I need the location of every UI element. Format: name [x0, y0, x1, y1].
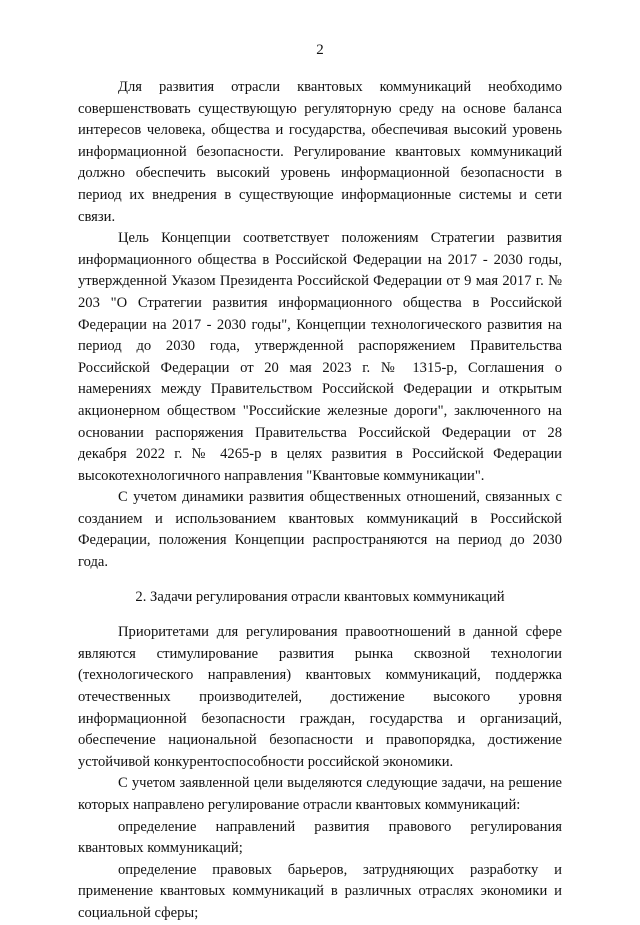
- paragraph-concept-goal: Цель Концепции соответствует положениям Стратегии развития информационного общества в Российской Федерации на 2017 - 2030 годы, утвержденной Указом Президента Российской Федерации от 9 мая 2017 г. № 203 "О Стратегии развития информационного общества в Российской Федерации на 2017 - 2030 годы", Концепции технологического развития на период до 2030 года, утвержденной распоряжением Правительства Российской Федерации от 20 мая 2023 г. № 1315-р, Соглашения о намерениях между Правительством Российской Федерации и открытым акционерном обществом "Российские железные дороги", заключенного на основании распоряжения Правительства Российской Федерации от 28 декабря 2022 г. № 4265-р в целях развития в Российской Федерации высокотехнологичного направления "Квантовые коммуникации".: [78, 230, 562, 484]
- paragraph-regulation-priorities: Приоритетами для регулирования правоотношений в данной сфере являются стимулирование развития рынка сквозной технологии (технологического направления) квантовых коммуникаций, поддержка отечественных производителей, достижение высокого уровня информационной безопасности граждан, государства и организаций, обеспечение национальной безопасности и правопорядка, достижение устойчивой конкурентоспособности российской экономики.: [78, 624, 562, 770]
- page-number: 2: [316, 42, 324, 58]
- list-item-task-2: определение правовых барьеров, затрудняющих разработку и применение квантовых коммуникаций в различных отраслях экономики и социальной сферы;: [78, 861, 562, 921]
- paragraph-concept-period: С учетом динамики развития общественных отношений, связанных с созданием и использованием квантовых коммуникаций в Российской Федерации, положения Концепции распространяются на период до 2030 года.: [78, 489, 562, 571]
- document-body: [78, 77, 562, 925]
- paragraph-quantum-regulation-need: Для развития отрасли квантовых коммуникаций необходимо совершенствовать существующую регуляторную среду на основе баланса интересов человека, общества и государства, обеспечивая высокий уровень информационной безопасности. Регулирование квантовых коммуникаций должно обеспечить высокий уровень информационной безопасности в период их внедрения в существующие информационные системы и сети связи.: [78, 79, 562, 225]
- list-item-task-1: определение направлений развития правового регулирования квантовых коммуникаций;: [78, 818, 562, 857]
- section-heading: 2. Задачи регулирования отрасли квантовых коммуникаций: [135, 588, 505, 605]
- paragraph-tasks-intro: С учетом заявленной цели выделяются следующие задачи, на решение которых направлено регулирование отрасли квантовых коммуникаций:: [78, 775, 562, 813]
